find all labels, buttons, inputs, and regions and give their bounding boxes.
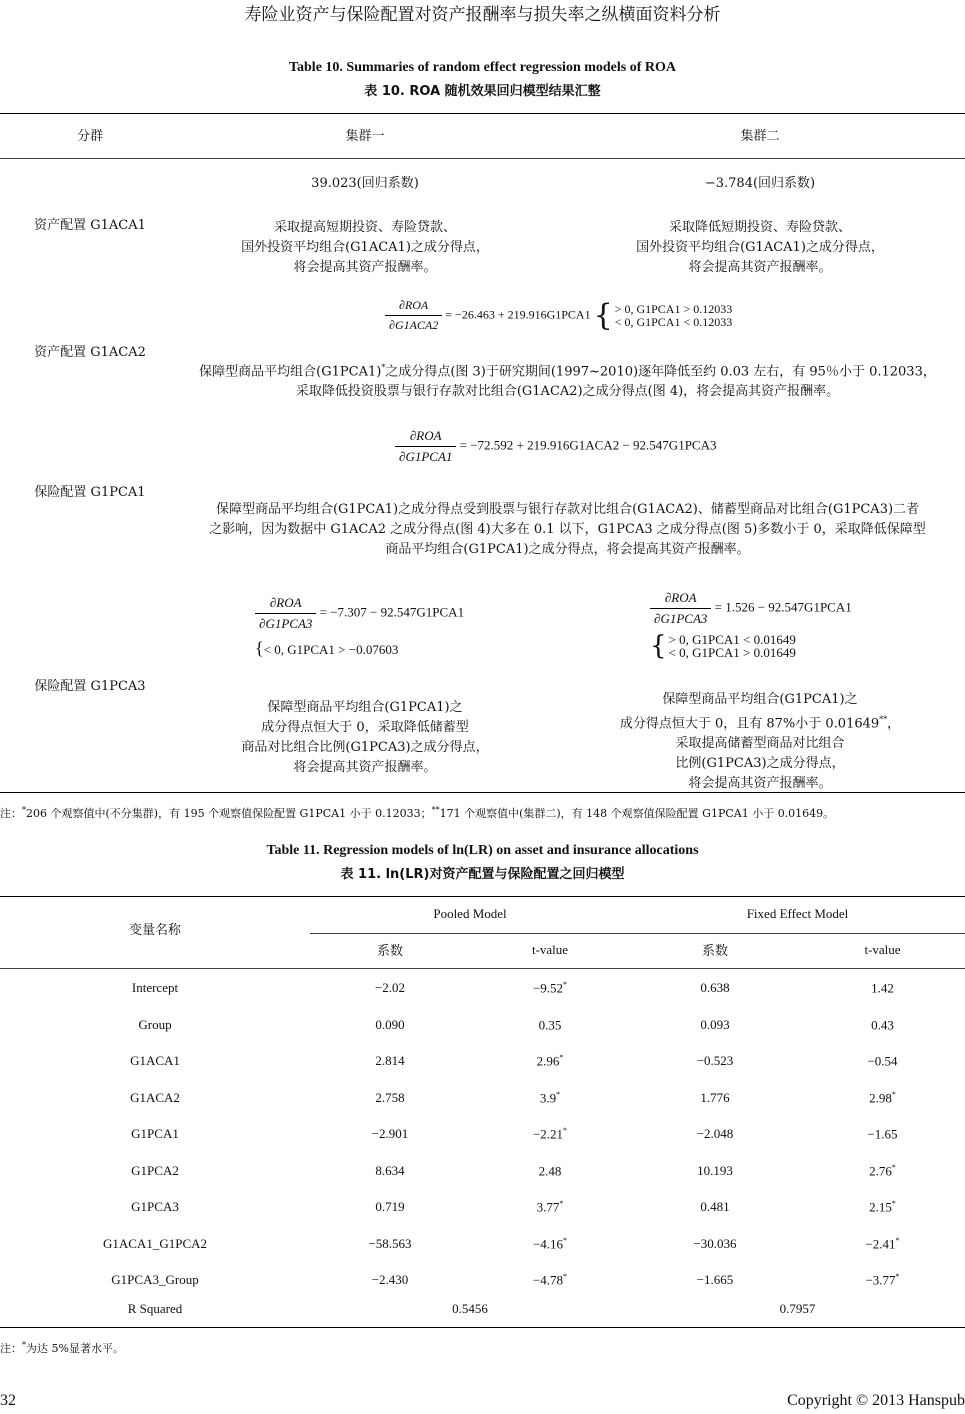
table11-header-rule: [0, 968, 965, 969]
table-cell: Intercept: [131, 980, 179, 995]
t10-row4-c2-equation: $\frac{\text{∂ROA}}{\text{∂G1PCA3}}$ = 1.526 − 92.547G1PCA1 { > 0, G1PCA1 < 0.01649 < 0, G1PCA1 > 0.01649: [650, 590, 852, 661]
table10-header-rule: [0, 158, 965, 159]
table-cell: 0.43: [871, 1016, 894, 1032]
table-row: [0, 1090, 965, 1110]
t11-subheader-rule: [310, 933, 965, 934]
t10-row2-label: 资产配置 G1ACA2: [34, 345, 146, 360]
t11-sub-t1: t-value: [531, 942, 569, 957]
table-cell: 0.093: [700, 1016, 730, 1032]
t11-var-header: 变量名称: [128, 923, 181, 938]
table10-top-rule: [0, 113, 965, 114]
table-cell: 3.77*: [536, 1199, 564, 1215]
significance-mark: *: [563, 1272, 568, 1281]
significance-mark: *: [891, 1162, 896, 1172]
table-cell: G1PCA2: [131, 1162, 179, 1178]
table-cell: −2.21*: [532, 1126, 568, 1142]
table-row: [0, 1017, 965, 1037]
significance-mark: *: [563, 1126, 568, 1135]
table-cell: 1.42: [871, 980, 894, 996]
significance-mark: *: [891, 1199, 896, 1208]
t10-row2-text: 保障型商品平均组合(G1PCA1)*之成分得点(图 3)于研究期间(1997~2010)逐年降低至约 0.03 左右，有 95％小于 0.12033， 采取降低投资股票与银行存款对比组合(G1ACA2)之成分得点(图 4)，将会提高其资产报酬率。: [199, 363, 936, 400]
table-cell: −2.41*: [865, 1235, 900, 1251]
t10-row2-equation: $\frac{\text{∂ROA}}{\text{∂G1ACA2}}$ = −26.463 + 219.916G1PCA1 { > 0, G1PCA1 > 0.12033 < 0, G1PCA1 < 0.12033: [385, 298, 805, 333]
t11-r2-row: [0, 1301, 965, 1321]
table-cell: 2.98*: [869, 1089, 896, 1105]
significance-mark: *: [563, 1235, 568, 1245]
table-cell: 0.638: [700, 980, 730, 995]
table-cell: G1PCA3_Group: [111, 1272, 199, 1287]
t10-header-cluster2: 集群二: [740, 129, 780, 144]
t10-row3-equation: $\frac{\text{∂ROA}}{\text{∂G1PCA1}}$ = −72.592 + 219.916G1ACA2 − 92.547G1PCA3: [395, 428, 795, 465]
table10-caption-zh: 表 10. ROA 随机效果回归模型结果汇整: [364, 84, 601, 99]
significance-mark: *: [556, 1089, 561, 1099]
table-cell: −4.16*: [532, 1235, 568, 1251]
t10-header-cluster1: 集群一: [345, 129, 385, 144]
t10-row1-c2-text: 采取降低短期投资、寿险贷款、 国外投资平均组合(G1ACA1)之成分得点， 将会提高其资产报酬率。: [636, 220, 884, 275]
t11-r2-pooled: 0.5456: [452, 1301, 488, 1316]
t11-fixed-header: Fixed Effect Model: [746, 906, 849, 921]
table-cell: G1ACA1: [130, 1053, 180, 1068]
table-cell: −1.65: [867, 1126, 898, 1142]
table-cell: 2.96*: [536, 1053, 564, 1069]
table-cell: −2.430: [371, 1272, 409, 1287]
t10-header-group: 分群: [76, 129, 103, 144]
table-cell: G1ACA2: [130, 1089, 180, 1105]
table10-caption-en: Table 10. Summaries of random effect regression models of ROA: [288, 60, 677, 75]
t10-row1-c2-coef: −3.784(回归系数): [704, 176, 816, 191]
table-cell: 2.48: [538, 1162, 562, 1178]
table-cell: −2.02: [374, 980, 406, 995]
t11-r2-fixed: 0.7957: [779, 1301, 816, 1316]
table-cell: 0.090: [375, 1016, 405, 1032]
table-cell: −0.523: [696, 1053, 734, 1068]
table-cell: −2.048: [696, 1126, 734, 1141]
t11-r2-label: R Squared: [127, 1301, 183, 1316]
table-cell: Group: [138, 1016, 172, 1032]
table10-note: 注：*206 个观察值中(不分集群)，有 195 个观察值保险配置 G1PCA1 小于 0.12033；**171 个观察值中(集群二)，有 148 个观察值保险配置 G1PCA1 小于 0.01649。: [0, 805, 835, 820]
table-cell: 10.193: [697, 1162, 733, 1178]
significance-mark: *: [559, 1053, 564, 1062]
t10-row3-label: 保险配置 G1PCA1: [34, 485, 146, 500]
table11-caption-zh: 表 11. ln(LR)对资产配置与保险配置之回归模型: [340, 867, 625, 882]
table-cell: G1ACA1_G1PCA2: [102, 1235, 207, 1251]
table-cell: −0.54: [867, 1053, 898, 1069]
table11-top-rule: [0, 896, 965, 897]
t11-sub-t2: t-value: [864, 942, 901, 957]
table-cell: −3.77*: [865, 1272, 900, 1288]
table-cell: 0.481: [700, 1199, 730, 1214]
table-cell: 2.814: [375, 1053, 405, 1068]
t11-pooled-header: Pooled Model: [433, 906, 507, 921]
table-cell: 8.634: [375, 1162, 405, 1178]
table-row: [0, 1199, 965, 1219]
t11-sub-coef2: 系数: [701, 944, 728, 959]
running-header: 寿险业资产与保险配置对资产报酬率与损失率之纵横面资料分析: [244, 5, 721, 25]
page-number: 32: [0, 1392, 16, 1409]
significance-mark: *: [559, 1199, 564, 1208]
t10-row4-c1-equation: $\frac{\text{∂ROA}}{\text{∂G1PCA3}}$ = −7.307 − 92.547G1PCA1 {< 0, G1PCA1 > −0.07603: [255, 595, 465, 658]
t10-row1-c1-coef: 39.023(回归系数): [311, 176, 419, 191]
table-cell: −58.563: [368, 1235, 412, 1251]
table-cell: 0.35: [538, 1016, 562, 1032]
t10-row4-label: 保险配置 G1PCA3: [34, 679, 146, 694]
table-cell: 3.9*: [539, 1089, 561, 1105]
table-cell: 0.719: [375, 1199, 405, 1214]
table-cell: −2.901: [371, 1126, 409, 1141]
table-cell: 2.76*: [869, 1162, 896, 1178]
significance-mark: *: [891, 1089, 896, 1099]
table-cell: −30.036: [693, 1235, 737, 1251]
table-cell: −1.665: [696, 1272, 734, 1287]
table-row: [0, 980, 965, 1000]
table-cell: −9.52*: [532, 980, 568, 996]
copyright: Copyright © 2013 Hanspub: [787, 1392, 965, 1409]
t10-row4-c1-text: 保障型商品平均组合(G1PCA1)之 成分得点恒大于 0，采取降低储蓄型 商品对比组合比例(G1PCA3)之成分得点， 将会提高其资产报酬率。: [241, 700, 489, 775]
table-cell: 2.758: [375, 1089, 405, 1105]
table-row: [0, 1126, 965, 1146]
table11-bottom-rule: [0, 1327, 965, 1328]
table-row: [0, 1163, 965, 1183]
table-row: [0, 1053, 965, 1073]
t10-row1-label: 资产配置 G1ACA1: [34, 218, 146, 233]
table10-bottom-rule: [0, 792, 965, 793]
significance-mark: *: [895, 1235, 900, 1245]
table-cell: G1PCA1: [131, 1126, 179, 1141]
table-cell: G1PCA3: [131, 1199, 179, 1214]
table-row: [0, 1272, 965, 1292]
t10-row1-c1-text: 采取提高短期投资、寿险贷款、 国外投资平均组合(G1ACA1)之成分得点， 将会提高其资产报酬率。: [241, 220, 489, 275]
t10-row4-c2-text: 保障型商品平均组合(G1PCA1)之 成分得点恒大于 0，且有 87%小于 0.01649**， 采取提高储蓄型商品对比组合 比例(G1PCA3)之成分得点， 将会提高其资产报酬率。: [619, 692, 901, 792]
table-cell: −4.78*: [532, 1272, 568, 1288]
table-row: [0, 1236, 965, 1256]
table-cell: 1.776: [700, 1089, 730, 1105]
table11-caption-en: Table 11. Regression models of ln(LR) on asset and insurance allocations: [266, 843, 699, 858]
table11-note: 注：*为达 5%显著水平。: [0, 1340, 124, 1355]
t10-row3-text: 保障型商品平均组合(G1PCA1)之成分得点受到股票与银行存款对比组合(G1ACA2)、储蓄型商品对比组合(G1PCA3)二者 之影响，因为数据中 G1ACA2 之成分得点(图 4)大多在 0.1 以下，G1PCA3 之成分得点(图 5)多数小于 0，采取降低保障型 商品平均组合(G1PCA1)之成分得点，将会提高其资产报酬率。: [209, 502, 926, 557]
t11-sub-coef1: 系数: [376, 944, 403, 959]
significance-mark: *: [895, 1272, 900, 1281]
table-cell: 2.15*: [869, 1199, 896, 1215]
significance-mark: *: [563, 980, 568, 989]
